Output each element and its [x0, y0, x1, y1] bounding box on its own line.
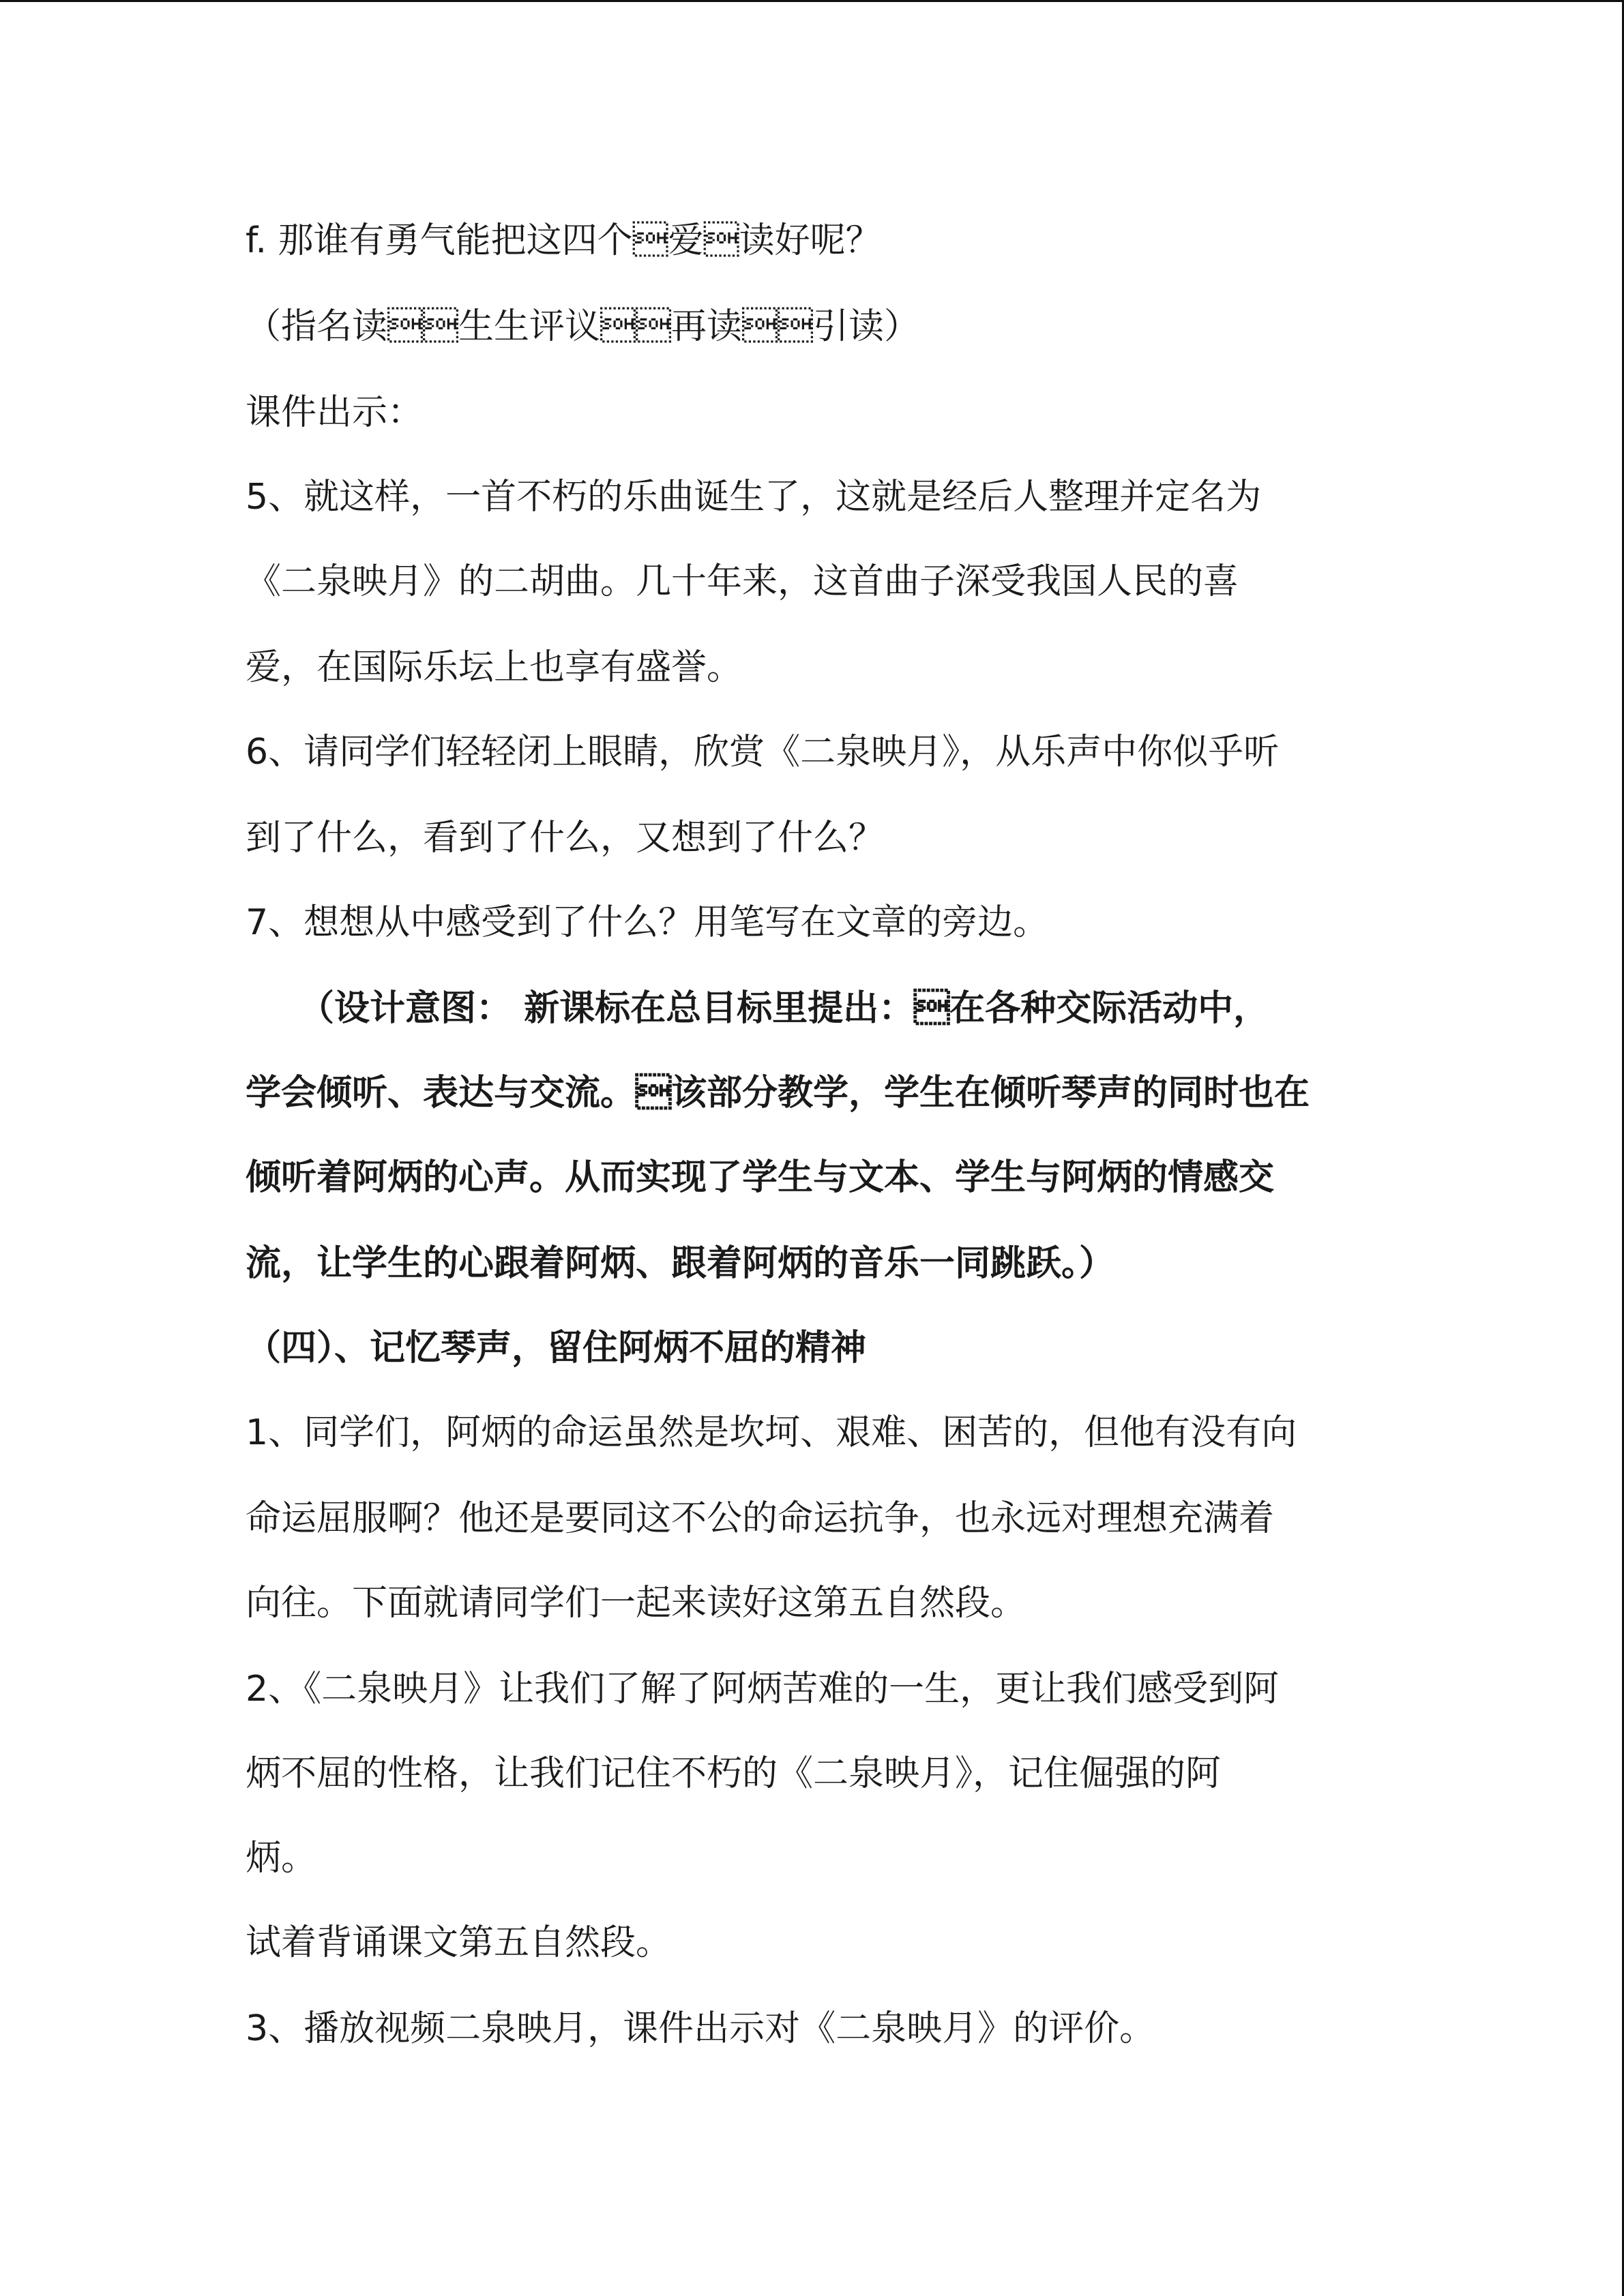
- text-line-recite: 试着背诵课文第五自然段。: [246, 1922, 672, 1963]
- text-line-1c: 向往。下面就请同学们一起来读好这第五自然段。: [246, 1583, 1027, 1624]
- text-line-design-a: （设计意图： 新课标在总目标里提出：在各种交际活动中，: [246, 988, 1269, 1029]
- text-line-f: f. 那谁有勇气能把这四个爱读好呢？: [246, 220, 881, 261]
- text-line-2a: 2、《二泉映月》让我们了解了阿炳苦难的一生，更让我们感受到阿: [246, 1669, 1280, 1710]
- text-line-design-c: 倾听着阿炳的心声。从而实现了学生与文本、学生与阿炳的情感交: [246, 1157, 1275, 1198]
- text-line-5a: 5、就这样，一首不朽的乐曲诞生了，这就是经后人整理并定名为: [246, 477, 1262, 518]
- text-line-2b: 炳不屈的性格，让我们记住不朽的《二泉映月》，记住倔强的阿: [246, 1753, 1222, 1794]
- text-line-3: 3、播放视频二泉映月，课件出示对《二泉映月》的评价。: [246, 2008, 1155, 2049]
- text-line-1b: 命运屈服啊？他还是要同这不公的命运抗争，也永远对理想充满着: [246, 1498, 1275, 1539]
- text-line-courseware: 课件出示：: [246, 392, 424, 433]
- section-heading-four: （四）、记忆琴声，留住阿炳不屈的精神: [246, 1328, 867, 1369]
- text-line-2c: 炳。: [246, 1838, 317, 1879]
- text-line-1a: 1、同学们，阿炳的命运虽然是坎坷、艰难、困苦的，但他有没有向: [246, 1412, 1297, 1453]
- text-line-design-b: 学会倾听、表达与交流。该部分教学，学生在倾听琴声的同时也在: [246, 1073, 1310, 1114]
- text-line-5b: 《二泉映月》的二胡曲。几十年来，这首曲子深受我国人民的喜: [246, 561, 1239, 602]
- text-line-6b: 到了什么，看到了什么，又想到了什么？: [246, 818, 885, 859]
- text-line-5c: 爱，在国际乐坛上也享有盛誉。: [246, 647, 743, 688]
- text-line-reading-instructions: （指名读生生评议再读引读）: [246, 306, 920, 347]
- text-line-design-d: 流，让学生的心跟着阿炳、跟着阿炳的音乐一同跳跃。）: [246, 1243, 1115, 1284]
- text-line-6a: 6、请同学们轻轻闭上眼睛，欣赏《二泉映月》，从乐声中你似乎听: [246, 732, 1280, 773]
- text-line-7: 7、想想从中感受到了什么？用笔写在文章的旁边。: [246, 902, 1049, 943]
